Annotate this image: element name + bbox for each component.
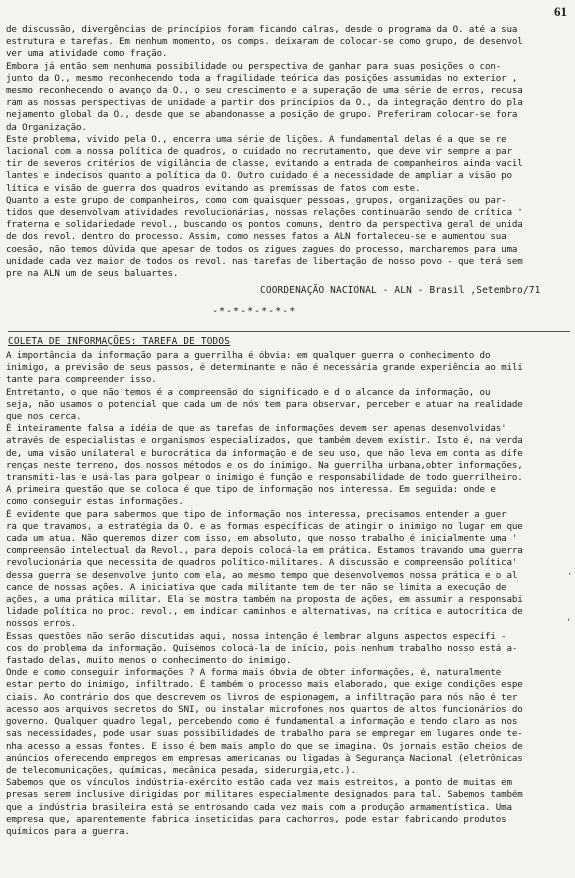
text-line: nossos erros.	[6, 618, 76, 630]
text-line: inimigo, a previsão de seus passos, é determinante e não é necessária grande experiência ao mili	[6, 362, 523, 374]
text-line: pre na ALN um de seus baluartes.	[6, 268, 179, 280]
text-line: fraterna e solidariedade revol., buscando os pontos comuns, dentro da perspectiva geral de unida	[6, 219, 523, 231]
section-previous-text	[6, 24, 574, 280]
text-line: nejamento global da O., desde que se abandonasse a posição de grupo. Preferiram colocar-se fora	[6, 109, 518, 121]
text-line: químicos para a guerra.	[6, 825, 130, 837]
section-coleta-text	[6, 350, 574, 838]
text-line: cos do problema da informação. Quisemos colocá-la de início, pois nenhum trabalho nosso está a-	[6, 642, 518, 654]
text-line: que nos cerca.	[6, 411, 82, 423]
text-line: nha acesso a essas fontes. E isso é bem mais amplo do que se imagina. Os jornais estão cheios de	[6, 740, 523, 752]
text-line: lítica e visão de guerra dos quadros evitando as premissas de fatos com este.	[6, 182, 421, 194]
margin-mark: '	[566, 618, 572, 628]
separator-stars: -*-*-*-*-*-*	[212, 306, 297, 317]
text-line: tir de severos critérios de vigilância de classe, evitando a entrada de companheiros ainda vacil	[6, 158, 523, 170]
text-line: Onde e como conseguir informações ? A forma mais óbvia de obter informações, é, naturalmente	[6, 667, 502, 679]
text-line: Este problema, vivido pela O., encerra uma série de lições. A fundamental delas é a que se re	[6, 133, 507, 145]
text-line: transmiti-las e usá-las para golpear o inimigo é função e responsabilidade de todo guerrilheiro.	[6, 472, 523, 484]
text-line: ra que travamos, a estratégia da O. e as formas específicas de atingir o inimigo no lugar em que	[6, 520, 523, 532]
text-line: revolucionária que necessita de quadros político-militares. A discussão e compreensão política'	[6, 557, 518, 569]
horizontal-rule	[8, 331, 570, 332]
text-line: lidade política no proc. revol., em indicar caminhos e alternativas, na crítica e autocrítica de	[6, 606, 523, 618]
text-line: mesmo reconhecendo o avanço da O., o seu crescimento e a superação de uma série de erros, recusa	[6, 85, 523, 97]
text-line: fastado delas, muito menos o conhecimento do inimigo.	[6, 655, 292, 667]
text-line: ram as nossas perspectivas de unidade a partir dos princípios da O., da integração dentro do pla	[6, 97, 523, 109]
text-line: A primeira questão que se coloca é que tipo de informação nos interessa. Em seguida: onde e	[6, 484, 496, 496]
text-line: lantes e indecisos quanto a política da O. Outro cuidado é a necessidade de ampliar a visão po	[6, 170, 512, 182]
text-line: Entretanto, o que não temos é a compreensão do significado e d o alcance da informação, ou	[6, 386, 491, 398]
text-line: É evidente que para sabermos que tipo de informação nos interessa, precisamos entender a guer	[6, 508, 507, 520]
text-line: A importância da informação para a guerrilha é óbvia: em qualquer guerra o conhecimento do	[6, 350, 491, 361]
text-line: Essas questões não serão discutidas aqui, nossa intenção é lembrar alguns aspectos específi -	[6, 630, 507, 642]
text-line: de telecomunicações, químicas, mecânica pesada, siderurgia,etc.).	[6, 764, 356, 776]
text-line: ver uma atividade como fração.	[6, 48, 168, 60]
text-line: unidade cada vez maior de todos os revol. nas tarefas de libertação de nosso povo - que terá sem	[6, 255, 523, 267]
signature-line: COORDENAÇÃO NACIONAL - ALN - Brasil ,Setembro/71	[260, 285, 541, 296]
text-line: Embora já então sem nenhuma possibilidade ou perspectiva de ganhar para suas posições o con-	[6, 60, 502, 72]
text-line: renças neste terreno, dos nossos métodos e os do inimigo. Na guerrilha urbana,obter informações,	[6, 459, 523, 471]
text-line: estar perto do inimigo, infiltrado. É também o processo mais elaborado, que exige condições espe	[6, 679, 523, 691]
text-line: estrutura e tarefas. Em nenhum momento, os comps. deixaram de colocar-se como grupo, de desenvol	[6, 36, 523, 48]
text-line: lacional com a nossa política de quadros, o cuidado no recrutamento, que deve vir sempre a par	[6, 146, 512, 158]
text-line: compreensão intelectual da Revol., para depois colocá-la em prática. Estamos travando uma guerra	[6, 545, 523, 557]
text-line: que a indústria brasileira está se entrosando cada vez mais com a produção armamentística. Uma	[6, 801, 512, 813]
text-line: Sabemos que os vínculos indústria-exército estão cada vez mais estreitos, a ponto de muitas em	[6, 777, 512, 789]
text-line: de discussão, divergências de princípios foram ficando calras, desde o programa da O. até a sua	[6, 24, 518, 35]
text-line: seja, não usamos o potencial que cada um de nós tem para observar, perceber e atuar na realidade	[6, 398, 523, 410]
text-line: através de especialistas e organismos especializados, que também devem existir. Isto é, na verda	[6, 435, 523, 447]
text-line: como conseguir estas informações.	[6, 496, 184, 508]
text-line: cance de nossas ações. A iniciativa que cada militante tem de ter não se limita a execução de	[6, 581, 507, 593]
text-line: sas necessidades, pode usar suas possibilidades de trabalho para se empregar em lugares onde te-	[6, 728, 523, 740]
text-line: presas serem inclusive dirigidas por militares especialmente designados para tal. Sabemos também	[6, 789, 523, 801]
text-line: acesso aos arquivos secretos do SNI, ou instalar microfones nos quartos de altos funcionários do	[6, 703, 523, 715]
text-line: da Organização.	[6, 121, 87, 133]
text-line: tante para compreender isso.	[6, 374, 157, 386]
text-line: ciais. Ao contrário dos que descrevem os livros de espionagem, a infiltração para nós não é ter	[6, 691, 518, 703]
text-line: governo. Qualquer quadro legal, percebendo como é fundamental a informação e tendo claro as nos	[6, 716, 518, 728]
text-line: É inteiramente falsa a idéia de que as tarefas de informações devem ser apenas desenvolvidas'	[6, 423, 507, 435]
text-line: dessa guerra se desenvolve junto com ela, ao mesmo tempo que desenvolvemos nossa prática e o al	[6, 569, 518, 581]
section-heading: COLETA DE INFORMAÇÕES: TAREFA DE TODOS	[8, 336, 231, 347]
text-line: empresa que, aparentemente fabrica inseticidas para cachorros, pode estar fabricando produtos	[6, 813, 507, 825]
text-line: tidos que desenvolvam atividades revolucionárias, nossas relações continuarão sendo de crítica '	[6, 207, 523, 219]
page-number: 61	[554, 4, 567, 19]
margin-mark: '	[567, 572, 573, 582]
text-line: de dos revol. dentro do processo. Assim, como nesses fatos a ALN fortaleceu-se e aumentou sua	[6, 231, 507, 243]
text-line: coesão, não temos dúvida que apesar de todos os zigues zagues do processo, marcharemos para uma	[6, 243, 518, 255]
text-line: ações, a uma prática militar. Ela se mostra também na proposta de ações, em assumir a responsabi	[6, 594, 523, 606]
text-line: anúncios oferecendo empregos em empresas americanas ou ligadas à Segurança Nacional (eletrônicas	[6, 752, 523, 764]
text-line: de, uma visão unilateral e burocrática da informação e de seu uso, que não leva em conta as dife	[6, 447, 523, 459]
text-line: junto da O., mesmo reconhecendo toda a fragilidade teórica das posições assumidas no exterior ,	[6, 72, 518, 84]
text-line: Quanto a este grupo de companheiros, como com quaisquer pessoas, grupos, organizações ou par-	[6, 194, 507, 206]
text-line: cada um atua. Não queremos dizer com isso, em absoluto, que nosso trabalho é inicialmente uma '	[6, 533, 518, 545]
